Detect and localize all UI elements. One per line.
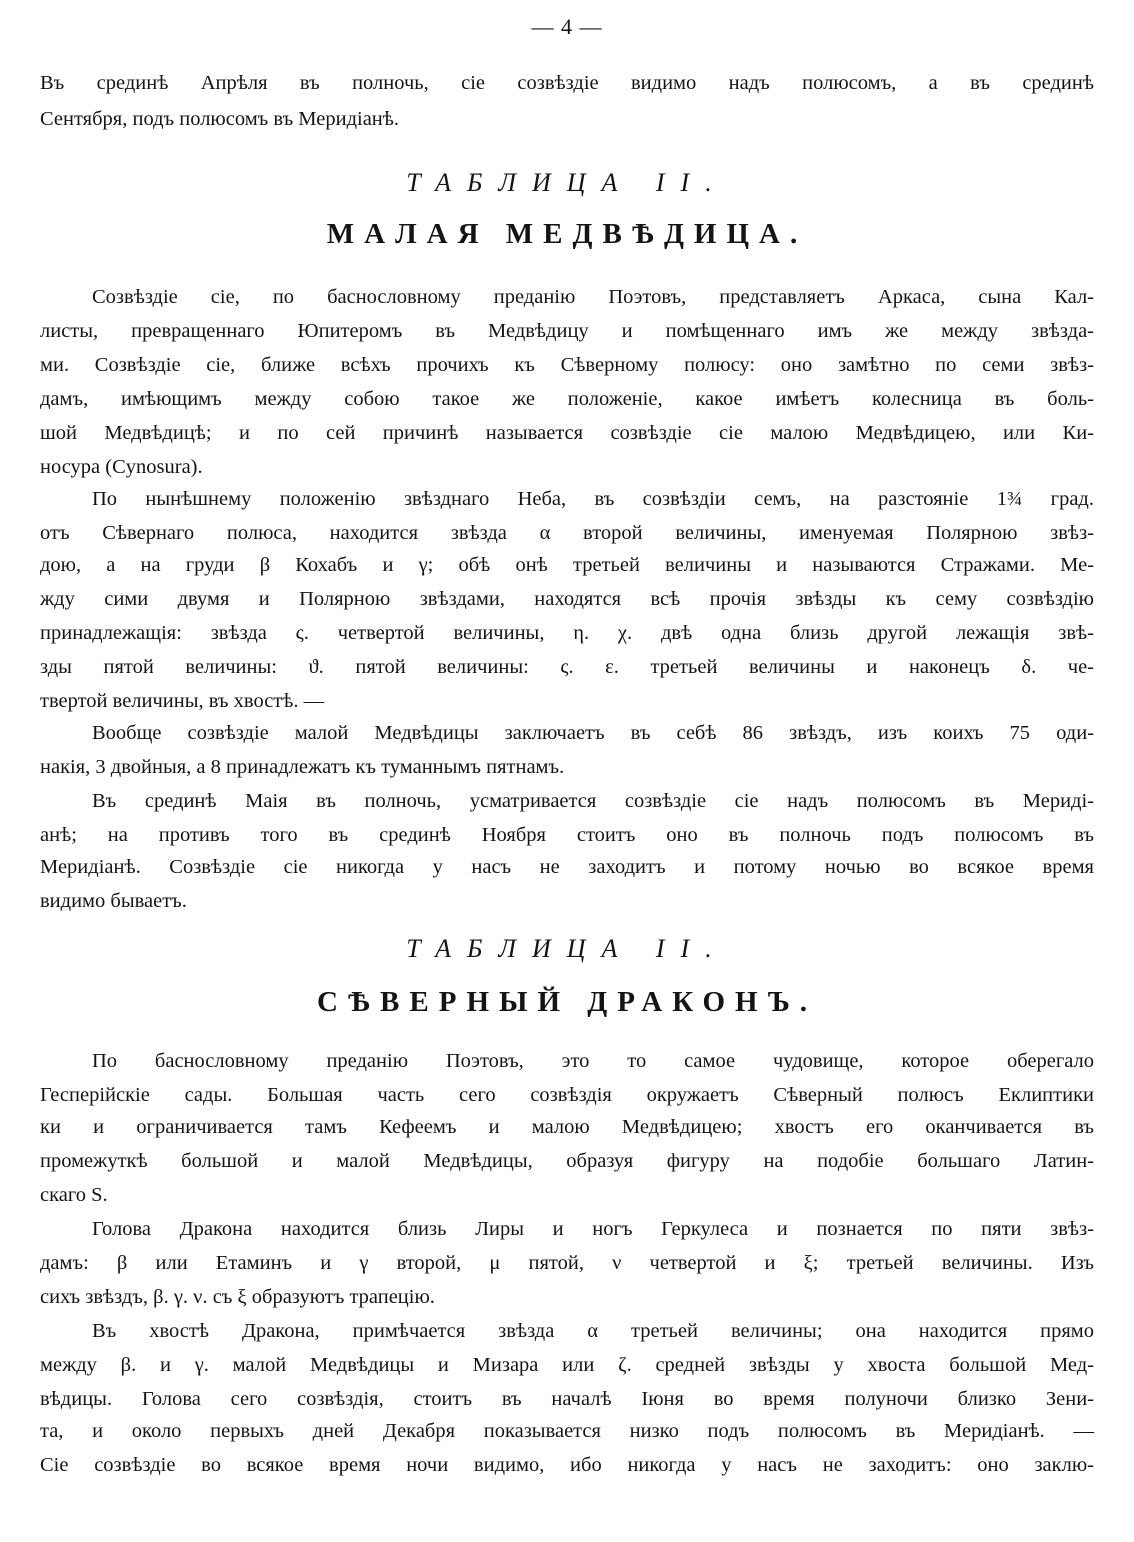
text-line: видимо бываетъ. xyxy=(40,890,187,912)
text-line: та, и около первыхъ дней Декабря показывается низко подъ полюсомъ въ Меридіанѣ. — xyxy=(40,1420,1094,1442)
text-line: дою, а на груди β Кохабъ и γ; обѣ онѣ третьей величины и называются Стражами. Ме- xyxy=(40,554,1094,576)
text-line: Въ срединѣ Маія въ полночь, усматривается созвѣздіе сіе надъ полюсомъ въ Мериді- xyxy=(92,790,1094,812)
text-line: жду сими двумя и Полярною звѣздами, находятся всѣ прочія звѣзды къ сему созвѣздію xyxy=(40,588,1094,610)
text-line: Въ срединѣ Апрѣля въ полночь, сіе созвѣздіе видимо надъ полюсомъ, а въ срединѣ xyxy=(40,72,1094,94)
page-number: — 4 — xyxy=(531,14,603,39)
text-line: накія, 3 двойныя, а 8 принадлежатъ къ туманнымъ пятнамъ. xyxy=(40,756,565,778)
text-line: Сіе созвѣздіе во всякое время ночи видимо, ибо никогда у насъ не заходитъ: оно заклю- xyxy=(40,1454,1094,1476)
text-line: дамъ: β или Етаминъ и γ второй, μ пятой, ν четвертой и ξ; третьей величины. Изъ xyxy=(40,1252,1094,1274)
text-line: принадлежащія: звѣзда ς. четвертой величины, η. χ. двѣ одна близь другой лежащія звѣ- xyxy=(40,622,1094,644)
text-line: скаго S. xyxy=(40,1184,108,1206)
text-line: вѣдицы. Голова сего созвѣздія, стоитъ въ началѣ Іюня во время полуночи близко Зени- xyxy=(40,1388,1094,1410)
text-line: сихъ звѣздъ, β. γ. ν. съ ξ образуютъ трапецію. xyxy=(40,1286,435,1308)
text-line: промежуткѣ большой и малой Медвѣдицы, образуя фигуру на подобіе большаго Латин- xyxy=(40,1150,1094,1172)
text-line: Сентября, подъ полюсомъ въ Меридіанѣ. xyxy=(40,108,400,130)
text-line: По баснословному преданію Поэтовъ, это то самое чудовище, которое оберегало xyxy=(92,1050,1094,1072)
text-line: между β. и γ. малой Медвѣдицы и Мизара или ζ. средней звѣзды у хвоста большой Мед- xyxy=(40,1354,1094,1376)
text-line: анѣ; на противъ того въ срединѣ Ноября стоитъ оно въ полночь подъ полюсомъ въ xyxy=(40,824,1094,846)
text-line: Созвѣздіе сіе, по баснословному преданію Поэтовъ, представляетъ Аркаса, сына Кал- xyxy=(92,286,1094,308)
text-line: носура (Cynosura). xyxy=(40,456,203,478)
table-title: ТАБЛИЦА II. xyxy=(406,934,728,963)
text-line: По нынѣшнему положенію звѣзднаго Неба, въ созвѣздіи семъ, на разстояніе 1¾ град. xyxy=(92,488,1094,510)
text-line: Гесперійскіе сады. Большая часть сего созвѣздія окружаетъ Сѣверный полюсъ Еклиптики xyxy=(40,1084,1094,1106)
text-line: твертой величины, въ хвостѣ. — xyxy=(40,690,325,712)
text-line: дамъ, имѣющимъ между собою такое же положеніе, какое имѣетъ колесница въ боль- xyxy=(40,388,1094,410)
text-line: Голова Дракона находится близь Лиры и ногъ Геркулеса и познается по пяти звѣз- xyxy=(92,1218,1094,1240)
text-line: Въ хвостѣ Дракона, примѣчается звѣзда α третьей величины; она находится прямо xyxy=(92,1320,1094,1342)
table-title: ТАБЛИЦА II. xyxy=(406,168,728,197)
text-line: листы, превращеннаго Юпитеромъ въ Медвѣдицу и помѣщеннаго имъ же между звѣзда- xyxy=(40,320,1094,342)
text-line: ки и ограничивается тамъ Кефеемъ и малою Медвѣдицею; хвостъ его оканчивается въ xyxy=(40,1116,1094,1138)
text-line: зды пятой величины: ϑ. пятой величины: ς. ε. третьей величины и наконецъ δ. че- xyxy=(40,656,1094,678)
text-line: ми. Созвѣздіе сіе, ближе всѣхъ прочихъ къ Сѣверному полюсу: оно замѣтно по семи звѣз- xyxy=(40,354,1094,376)
text-line: отъ Сѣвернаго полюса, находится звѣзда α второй величины, именуемая Полярною звѣз- xyxy=(40,522,1094,544)
text-line: шой Медвѣдицѣ; и по сей причинѣ называется созвѣздіе сіе малою Медвѣдицею, или Ки- xyxy=(40,422,1094,444)
text-line: Вообще созвѣздіе малой Медвѣдицы заключаетъ въ себѣ 86 звѣздъ, изъ коихъ 75 оди- xyxy=(92,722,1094,744)
section-heading: МАЛАЯ МЕДВѢДИЦА. xyxy=(326,218,808,250)
section-heading: СѢВЕРНЫЙ ДРАКОНЪ. xyxy=(316,986,818,1018)
text-line: Меридіанѣ. Созвѣздіе сіе никогда у насъ не заходитъ и потому ночью во всякое время xyxy=(40,856,1094,878)
